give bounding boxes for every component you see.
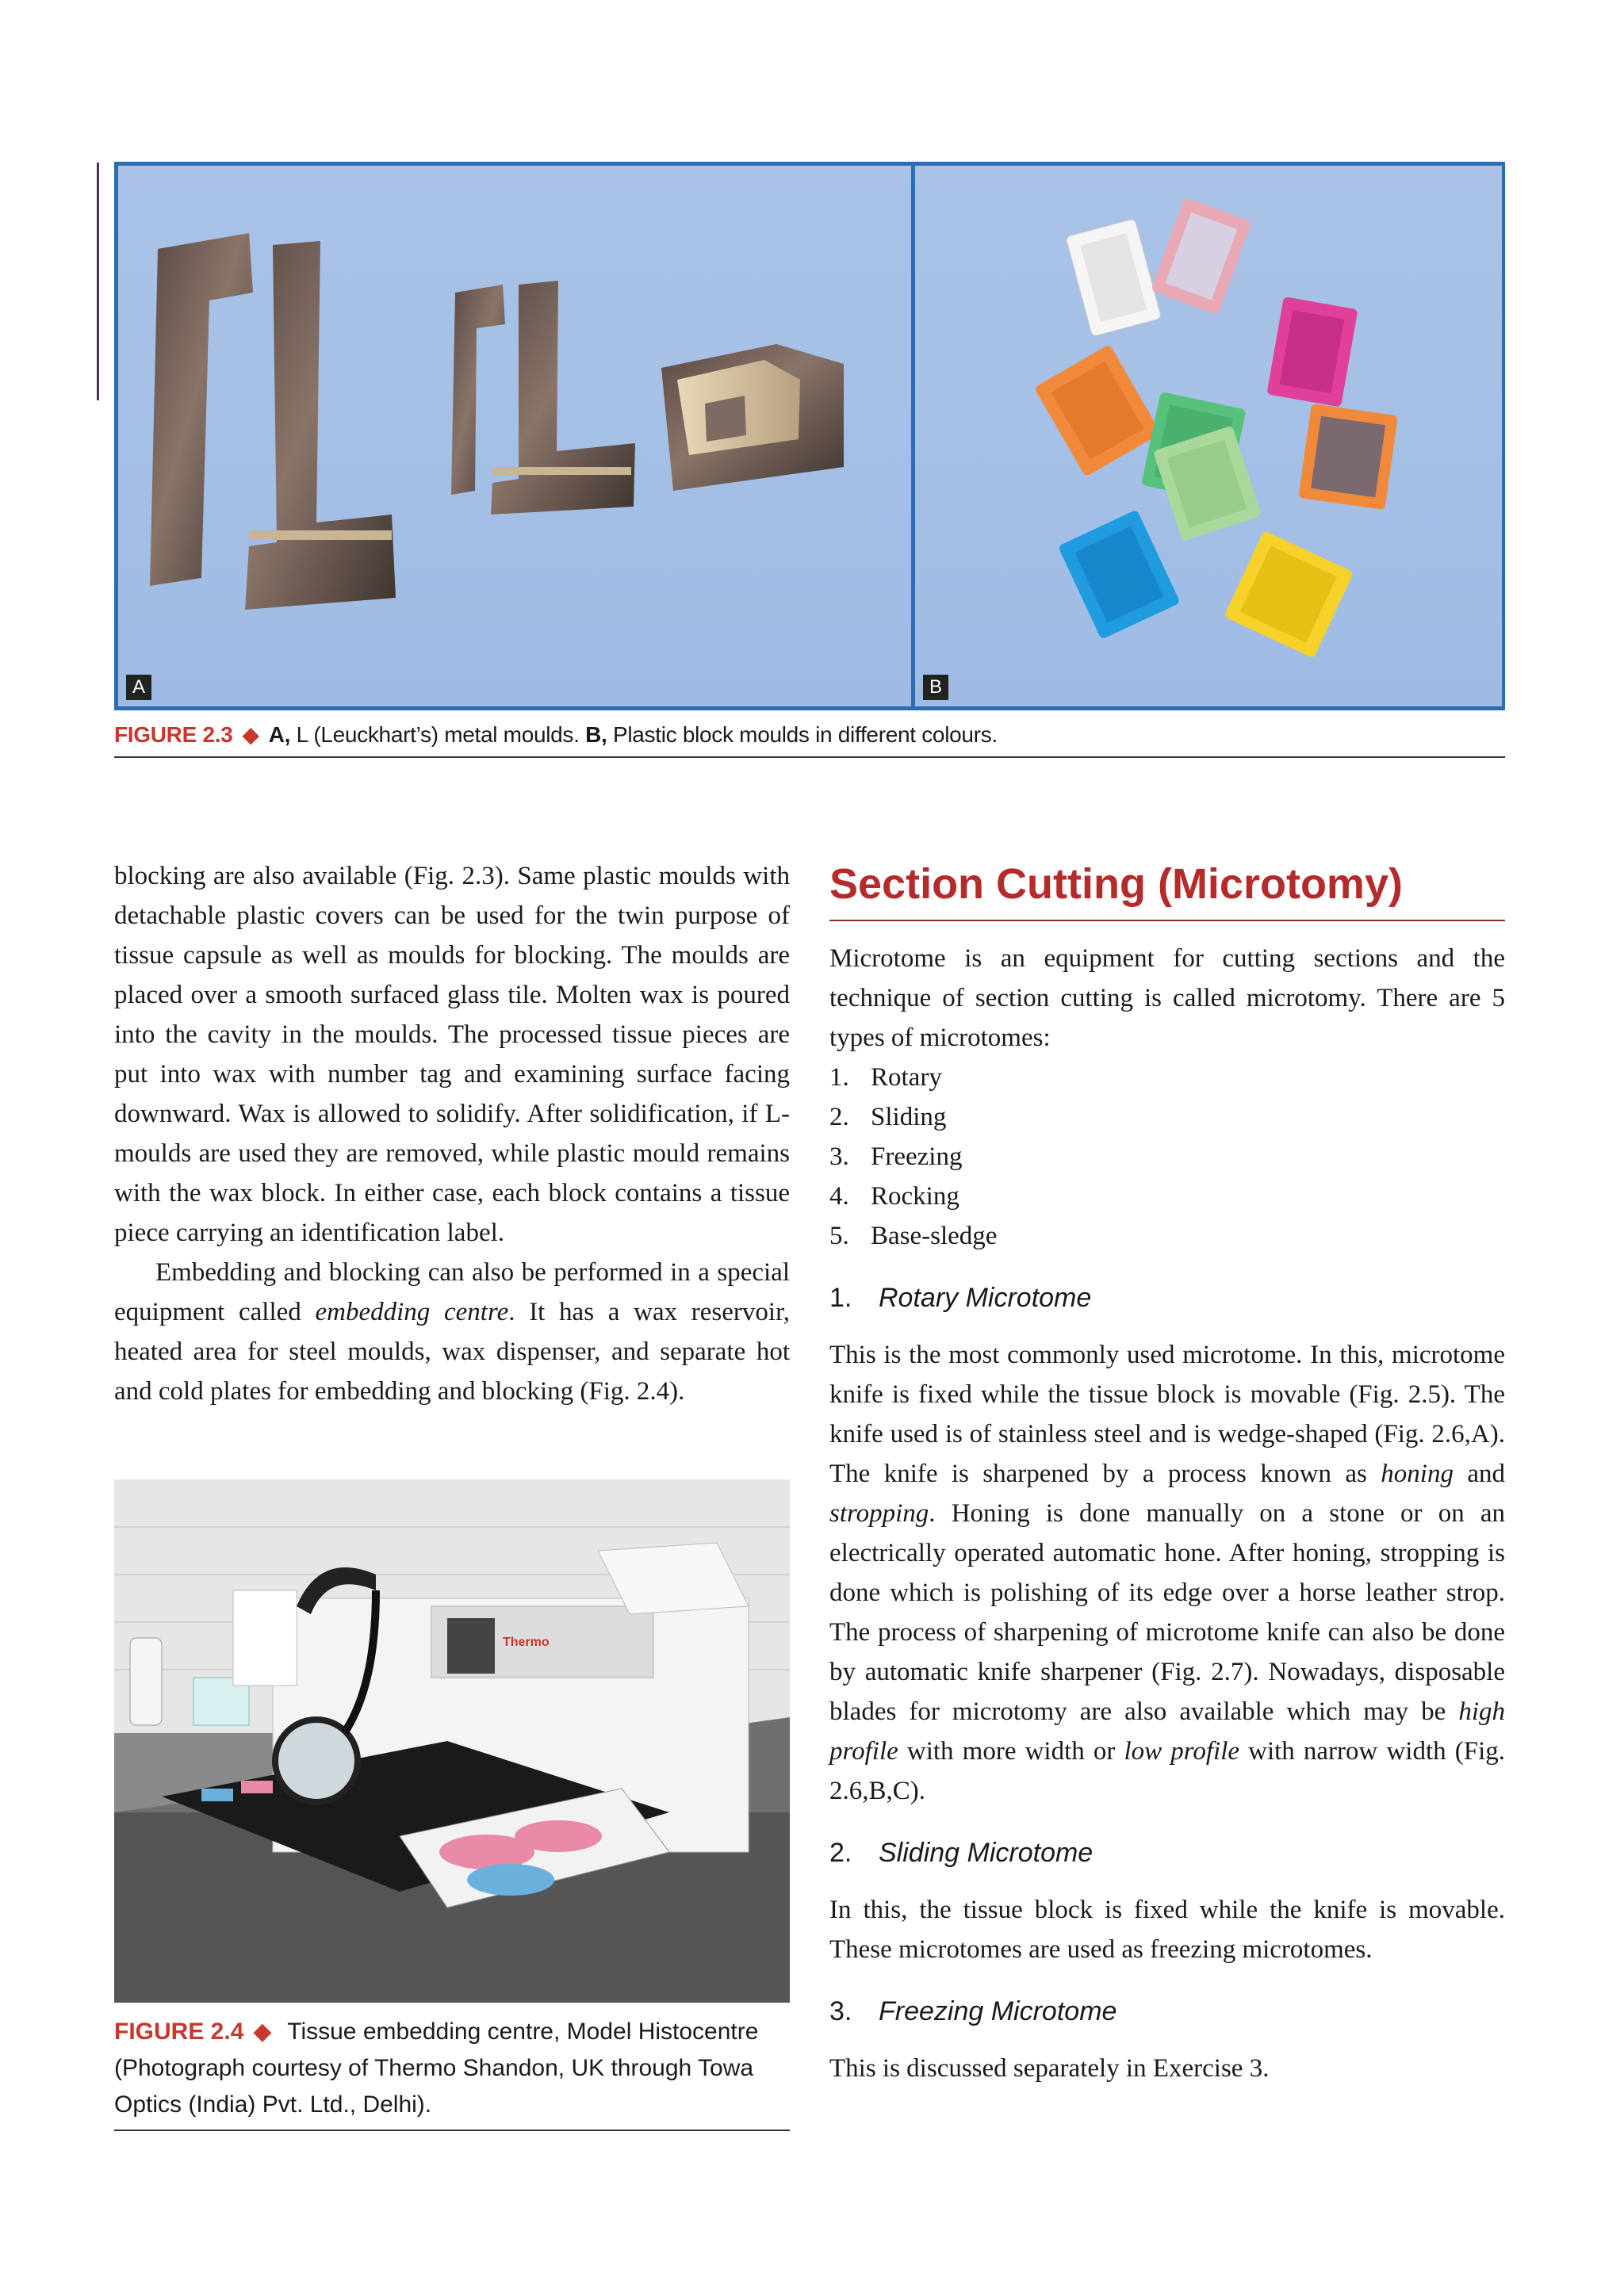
caption-diamond-icon: ◆ [253,2019,272,2045]
large-l-mould-2 [245,241,396,610]
microtomy-intro: Microtome is an equipment for cutting sections and the technique of section cutting is called microtomy. There are 5 types of microtomes: [829,944,1505,1052]
medium-l-mould-2 [491,281,635,515]
figure-2-4-photo [114,1479,790,2003]
caption-a-bold: A, [268,722,291,747]
right-column [829,856,1505,2088]
figure-2-4-caption [114,2014,790,2131]
figure-2-3-panel-b [915,166,1502,706]
panel-b-tag: B [923,675,948,700]
left-paragraph-1: blocking are also available (Fig. 2.3). Same plastic moulds with detachable plastic covers can be used for the twin purpose of tissue capsule as well as moulds for blocking. The moulds are placed over a smooth surfaced glass tile. Molten wax is poured into the cavity in the moulds. The processed tissue pieces are put into wax with number tag and examining surface facing downward. Wax is allowed to solidify. After solidification, if L-moulds are used they are removed, while plastic mould remains with the wax block. In either case, each block contains a tissue piece carrying an identification label. [114,862,790,1247]
left-column [114,856,790,1411]
caption-b-text: Plastic block moulds in different colours. [607,722,998,747]
microtome-types-list [829,1058,1505,1256]
panel-a-tag: A [126,675,151,700]
caption-a-text: L (Leuckhart’s) metal moulds. [290,722,586,747]
list-item: 2. Sliding [829,1103,947,1131]
figure-2-4-caption-text: Tissue embedding centre, Model Histocentre (Photograph courtesy of Thermo Shandon, UK through Towa Optics (India) Pvt. Ltd., Delhi). [114,2019,759,2118]
sliding-paragraph: In this, the tissue block is fixed while the knife is movable. These microtomes are used as freezing microtomes. [829,1896,1505,1964]
plastic-moulds-illustration [915,166,1502,706]
subheading-freezing: 3. Freezing Microtome [829,1996,1117,2026]
figure-2-3-label: FIGURE 2.3 [114,722,233,747]
caption-b-bold: B, [585,722,607,747]
figure-2-3-panel-a [118,166,915,706]
figure-2-3 [114,162,1505,710]
freezing-paragraph: This is discussed separately in Exercise 3. [829,2054,1270,2083]
margin-mark [97,163,99,400]
metal-moulds-illustration [118,166,911,706]
medium-l-mould-1 [451,285,505,495]
caption-diamond-icon: ◆ [242,722,259,747]
figure-2-4-label: FIGURE 2.4 [114,2019,244,2045]
list-item: 5. Base-sledge [829,1222,998,1250]
left-paragraph-2: Embedding and blocking can also be performed in a special equipment called embedding centre. It has a wax reservoir, heated area for steel moulds, wax dispenser, and separate hot and cold plates for embedding and blocking (Fig. 2.4). [114,1258,790,1406]
list-item: 1. Rotary [829,1063,942,1092]
subheading-rotary: 1. Rotary Microtome [829,1283,1092,1313]
embedding-centre-illustration [114,1479,790,2003]
list-item: 3. Freezing [829,1142,963,1171]
section-title: Section Cutting (Microtomy) [829,856,1505,921]
rotary-paragraph: This is the most commonly used microtome. In this, microtome knife is fixed while the tissue block is movable (Fig. 2.5). The knife used is of stainless steel and is wedge-shaped (Fig. 2.6,A). The knife is sharpened by a process known as honing and stropping. Honing is done manually on a stone or on an electrically operated automatic hone. After honing, stropping is done which is polishing of its edge over a horse leather strop. The process of sharpening of microtome knife can also be done by automatic knife sharpener (Fig. 2.7). Nowadays, disposable blades for microtomy are also available which may be high profile with more width or low profile with narrow width (Fig. 2.6,B,C). [829,1341,1506,1805]
figure-2-3-caption [114,721,1505,758]
embedding-centre-term: embedding centre [315,1298,509,1326]
subheading-sliding: 2. Sliding Microtome [829,1838,1094,1868]
list-item: 4. Rocking [829,1182,959,1211]
large-l-mould-1 [150,233,253,586]
thermo-logo: Thermo [503,1636,550,1649]
